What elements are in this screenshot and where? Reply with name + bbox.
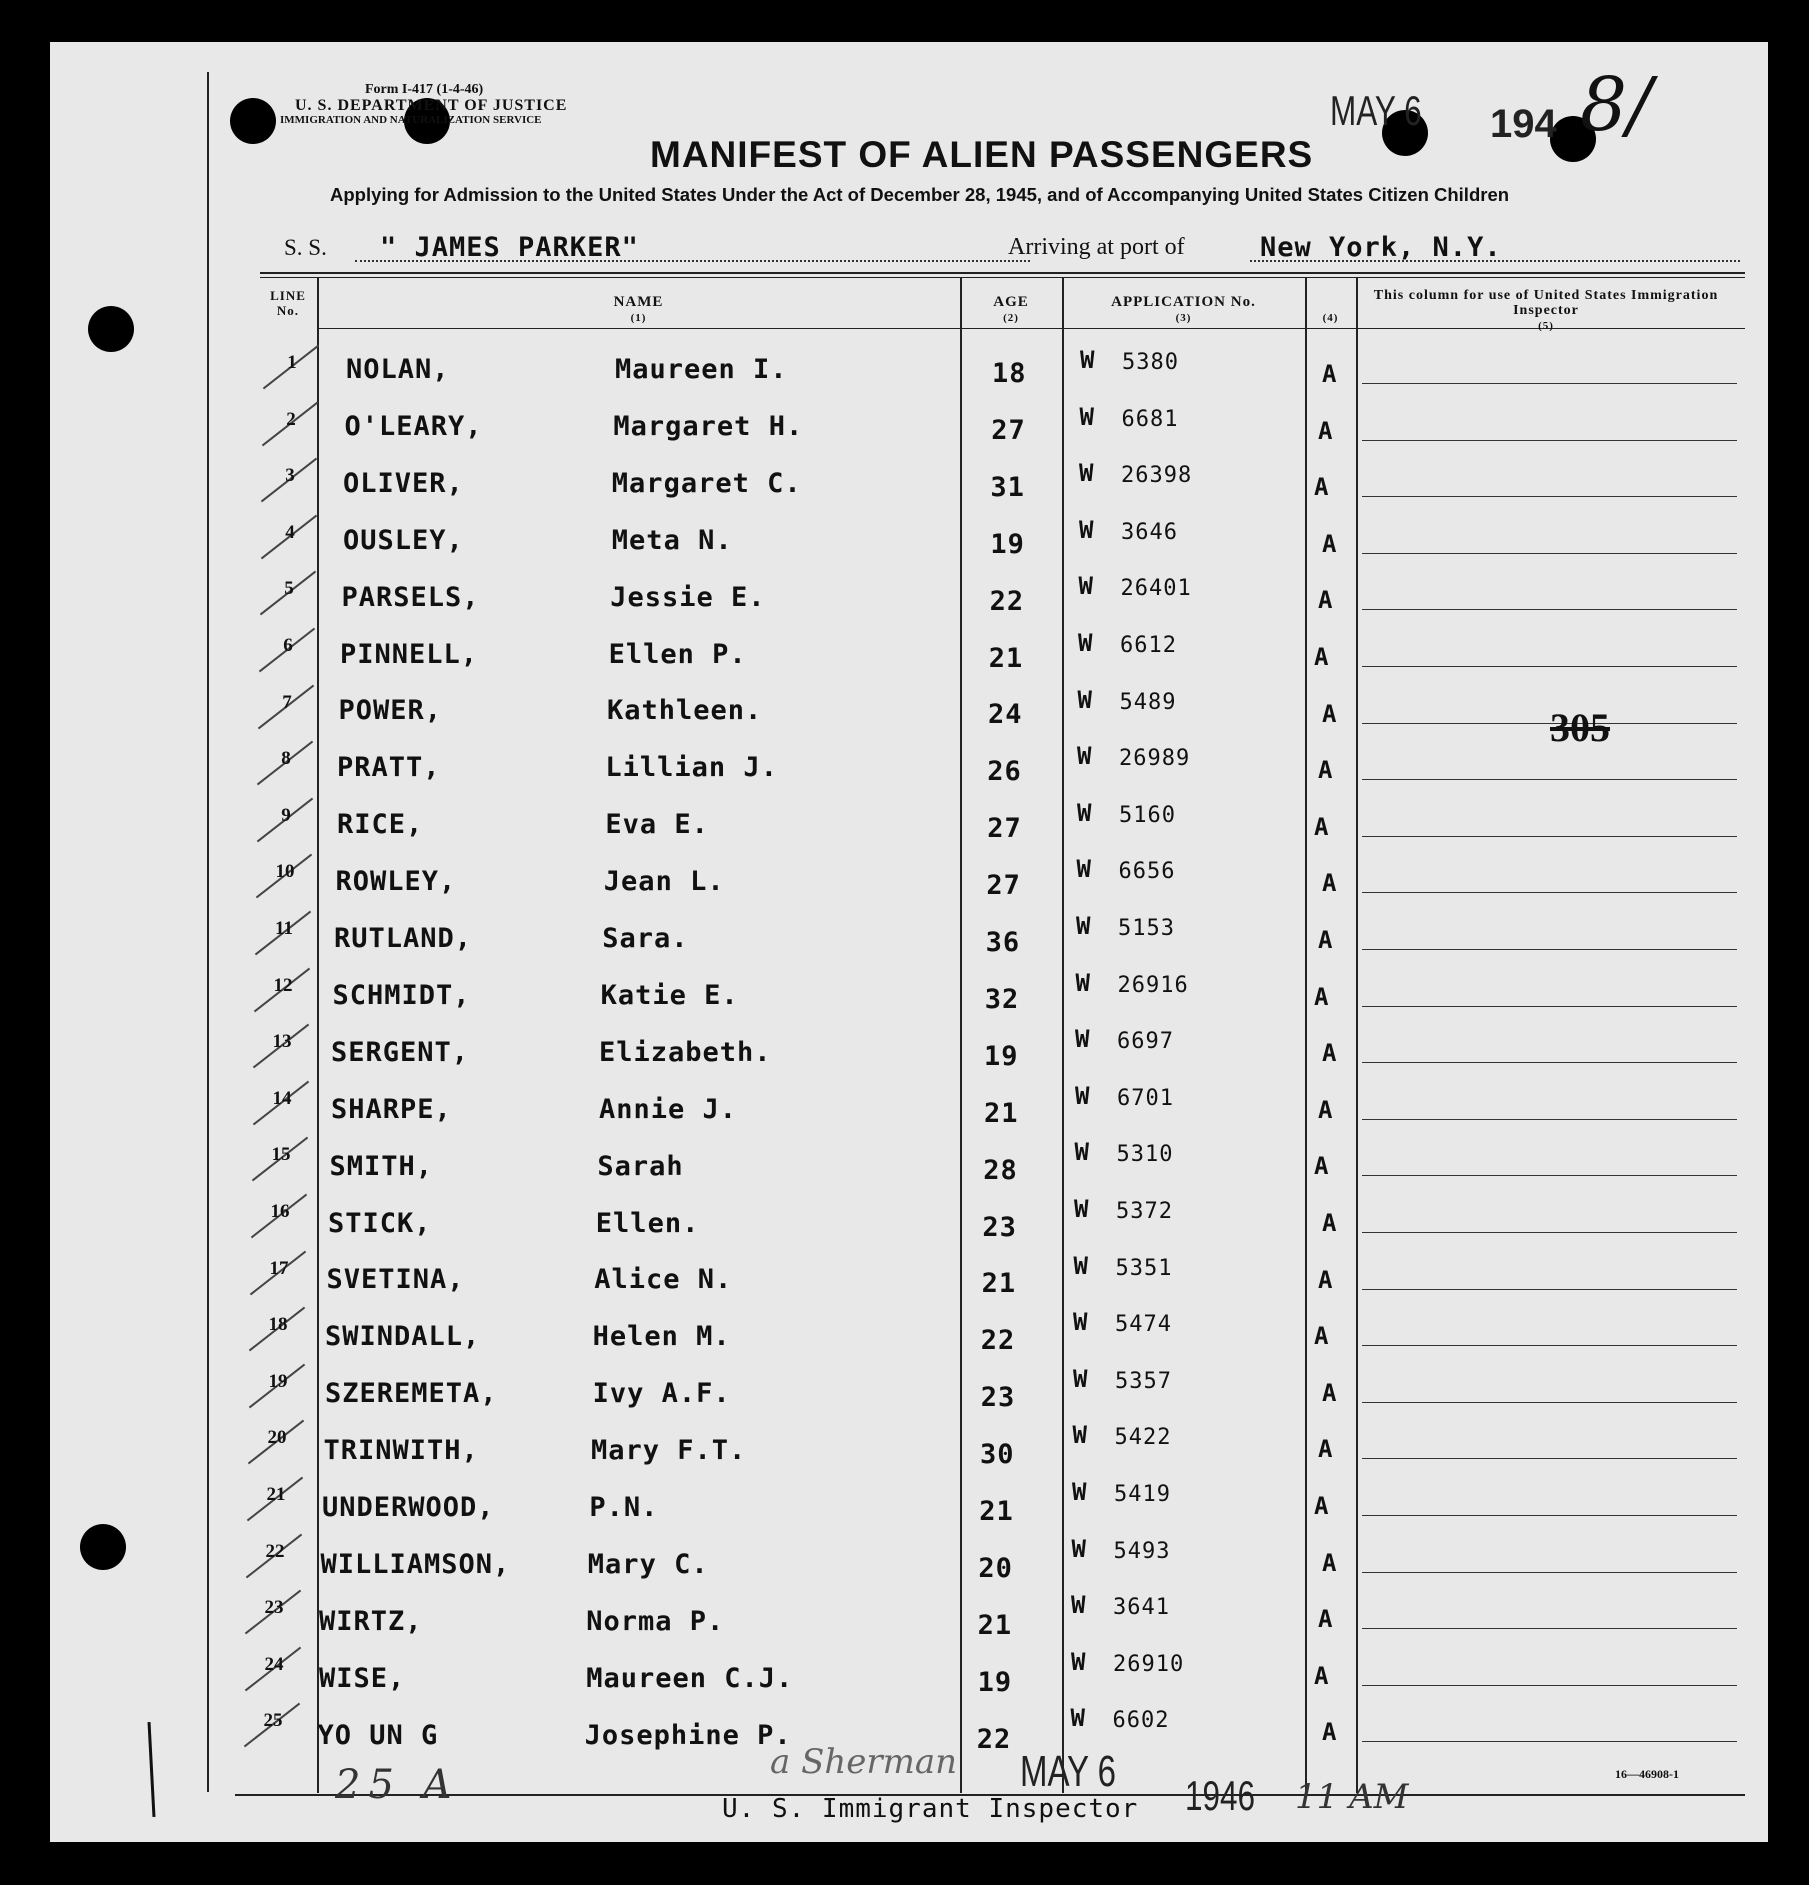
application-prefix: W xyxy=(1074,1195,1090,1223)
line-number: 5 xyxy=(284,578,294,600)
given-name: Jessie E. xyxy=(610,581,766,613)
age: 30 xyxy=(980,1439,1015,1471)
given-name: Maureen I. xyxy=(615,354,788,385)
footer-time: 11 AM xyxy=(1295,1777,1409,1817)
line-number: 13 xyxy=(272,1031,292,1053)
application-prefix: W xyxy=(1079,402,1095,431)
table-row xyxy=(50,1640,1768,1696)
surname: PINNELL, xyxy=(340,638,479,670)
given-name: Sarah xyxy=(597,1150,684,1182)
line-number: 6 xyxy=(283,635,293,656)
port-name: New York, N.Y. xyxy=(1260,232,1502,263)
status-mark: A xyxy=(1318,1605,1334,1634)
table-row xyxy=(50,1470,1768,1526)
surname: O'LEARY, xyxy=(344,410,483,442)
col-header-inspector: This column for use of United States Immigration Inspector xyxy=(1373,288,1719,318)
inspector-entry-line xyxy=(1362,440,1737,441)
surname: ROWLEY, xyxy=(335,866,457,898)
table-row xyxy=(50,904,1768,960)
line-number: 18 xyxy=(268,1314,288,1336)
status-mark: A xyxy=(1318,1265,1334,1294)
application-number: 5489 xyxy=(1119,689,1177,715)
footer-stamp-date: MAY 6 xyxy=(1020,1747,1116,1796)
application-prefix: W xyxy=(1078,572,1094,601)
footer-stamp-year: 1946 xyxy=(1185,1772,1256,1819)
given-name: Elizabeth. xyxy=(599,1036,772,1068)
line-number: 7 xyxy=(282,691,292,713)
given-name: Margaret C. xyxy=(611,467,802,499)
table-row xyxy=(50,1357,1768,1413)
application-number: 5160 xyxy=(1119,802,1176,828)
age: 24 xyxy=(988,699,1023,731)
age: 22 xyxy=(976,1723,1012,1755)
application-prefix: W xyxy=(1079,515,1095,544)
form-number: Form I-417 (1-4-46) xyxy=(365,82,484,97)
given-name: Ellen. xyxy=(595,1207,700,1239)
age: 26 xyxy=(987,756,1022,788)
status-mark: A xyxy=(1314,1492,1330,1520)
table-row xyxy=(50,338,1768,394)
application-number: 6602 xyxy=(1112,1708,1170,1734)
age: 21 xyxy=(984,1097,1019,1129)
status-mark: A xyxy=(1314,1661,1330,1690)
given-name: Maureen C.J. xyxy=(586,1662,794,1694)
department-name: U. S. DEPARTMENT OF JUSTICE xyxy=(295,97,568,114)
line-number: 10 xyxy=(275,861,295,883)
manifest-sheet xyxy=(50,42,1768,1842)
given-name: Katie E. xyxy=(600,979,739,1011)
surname: SZEREMETA, xyxy=(325,1378,498,1410)
inspector-entry-line xyxy=(1362,553,1737,554)
col-header-name-num: (1) xyxy=(630,312,647,324)
application-number: 26910 xyxy=(1113,1651,1185,1677)
application-number: 5310 xyxy=(1116,1142,1174,1168)
age: 20 xyxy=(978,1552,1013,1584)
status-mark: A xyxy=(1318,1435,1334,1464)
line-number: 9 xyxy=(281,804,291,826)
application-prefix: W xyxy=(1077,742,1093,771)
col-header-application-num: (3) xyxy=(1175,312,1192,324)
application-prefix: W xyxy=(1073,1251,1089,1280)
surname: STICK, xyxy=(328,1207,432,1239)
age: 21 xyxy=(981,1268,1017,1300)
table-row xyxy=(50,847,1768,903)
footer-count-note: 25 A xyxy=(335,1762,460,1808)
surname: OUSLEY, xyxy=(343,524,464,556)
inspector-entry-line xyxy=(1362,1175,1737,1176)
table-row xyxy=(50,1527,1768,1583)
status-mark: A xyxy=(1318,926,1334,954)
inspector-entry-line xyxy=(1362,1685,1737,1686)
age: 32 xyxy=(984,983,1020,1015)
inspector-entry-line xyxy=(1362,1006,1737,1007)
application-number: 5493 xyxy=(1113,1538,1171,1564)
age: 31 xyxy=(990,471,1025,503)
annotation-305: 305 xyxy=(1550,705,1610,750)
inspector-entry-line xyxy=(1362,949,1737,950)
inspector-entry-line xyxy=(1362,496,1737,497)
inspector-entry-line xyxy=(1362,1741,1737,1742)
given-name: P.N. xyxy=(589,1492,659,1523)
table-top-rule xyxy=(260,272,1745,274)
document-title: MANIFEST OF ALIEN PASSENGERS xyxy=(650,134,1314,175)
inspector-entry-line xyxy=(1362,892,1737,893)
given-name: Josephine P. xyxy=(584,1719,792,1751)
status-mark: A xyxy=(1322,1039,1338,1068)
inspector-entry-line xyxy=(1362,1628,1737,1629)
table-row xyxy=(50,1413,1768,1469)
status-mark: A xyxy=(1322,1718,1338,1747)
application-number: 5380 xyxy=(1122,350,1179,375)
application-prefix: W xyxy=(1072,1421,1088,1450)
application-prefix: W xyxy=(1077,685,1093,714)
col-header-age-num: (2) xyxy=(1003,312,1019,324)
application-prefix: W xyxy=(1073,1364,1089,1393)
age: 27 xyxy=(991,414,1026,446)
table-row xyxy=(50,1187,1768,1243)
inspector-entry-line xyxy=(1362,1458,1737,1459)
application-number: 5351 xyxy=(1115,1255,1173,1281)
age: 22 xyxy=(980,1325,1016,1357)
age: 27 xyxy=(986,870,1021,902)
inspector-signature: a Sherman xyxy=(770,1742,958,1782)
punch-hole xyxy=(230,98,276,144)
status-mark: A xyxy=(1314,1322,1330,1351)
application-prefix: W xyxy=(1079,459,1095,488)
age: 23 xyxy=(980,1382,1016,1414)
stamp-top-date: MAY 6 xyxy=(1330,87,1422,134)
surname: RUTLAND, xyxy=(334,923,473,954)
application-number: 6697 xyxy=(1117,1029,1174,1055)
status-mark: A xyxy=(1322,1378,1338,1407)
line-number: 19 xyxy=(268,1370,288,1392)
application-prefix: W xyxy=(1075,1081,1091,1110)
col-header-application: APPLICATION No. xyxy=(1111,294,1256,310)
given-name: Ivy A.F. xyxy=(592,1378,731,1410)
application-prefix: W xyxy=(1076,912,1092,940)
surname: SMITH, xyxy=(329,1150,434,1182)
table-row xyxy=(50,395,1768,451)
form-footer-code: 16—46908-1 xyxy=(1615,1767,1679,1781)
status-mark: A xyxy=(1314,1152,1330,1181)
surname: SERGENT, xyxy=(331,1036,470,1068)
table-row xyxy=(50,678,1768,734)
application-prefix: W xyxy=(1077,798,1093,827)
application-prefix: W xyxy=(1072,1478,1088,1506)
surname: TRINWITH, xyxy=(323,1435,479,1467)
col-header-line-no: LINE No. xyxy=(270,288,306,318)
table-row xyxy=(50,564,1768,620)
age: 21 xyxy=(988,642,1024,674)
status-mark: A xyxy=(1322,1209,1338,1237)
application-number: 5419 xyxy=(1114,1482,1171,1507)
given-name: Meta N. xyxy=(611,524,733,556)
application-prefix: W xyxy=(1075,968,1091,997)
age: 19 xyxy=(984,1040,1019,1072)
status-mark: A xyxy=(1322,529,1338,558)
status-mark: A xyxy=(1318,416,1334,445)
status-mark: A xyxy=(1322,869,1338,898)
line-number: 16 xyxy=(270,1201,290,1222)
table-row xyxy=(50,1244,1768,1300)
age: 21 xyxy=(979,1496,1014,1527)
inspector-label: U. S. Immigrant Inspector xyxy=(722,1794,1139,1824)
status-mark: A xyxy=(1314,473,1330,502)
surname: PARSELS, xyxy=(341,581,480,613)
given-name: Mary C. xyxy=(587,1548,709,1580)
inspector-entry-line xyxy=(1362,1232,1737,1233)
surname: OLIVER, xyxy=(343,467,464,499)
inspector-entry-line xyxy=(1362,666,1737,667)
inspector-entry-line xyxy=(1362,1119,1737,1120)
given-name: Eva E. xyxy=(605,809,709,841)
surname: UNDERWOOD, xyxy=(322,1492,495,1523)
surname: PRATT, xyxy=(337,752,441,784)
status-mark: A xyxy=(1314,643,1330,671)
age: 19 xyxy=(990,528,1025,560)
surname: SWINDALL, xyxy=(325,1321,481,1353)
col-header-inspector-num: (5) xyxy=(1538,320,1554,332)
application-number: 26916 xyxy=(1117,972,1189,998)
stamp-top-year: 194 xyxy=(1490,102,1557,146)
line-number: 21 xyxy=(266,1484,286,1505)
port-name-line xyxy=(1250,260,1740,262)
given-name: Margaret H. xyxy=(613,410,804,442)
table-row xyxy=(50,961,1768,1017)
given-name: Annie J. xyxy=(599,1093,738,1125)
application-number: 6612 xyxy=(1120,633,1177,658)
line-number: 11 xyxy=(275,918,293,939)
ship-name: " JAMES PARKER" xyxy=(380,232,639,263)
surname: RICE, xyxy=(337,809,424,841)
application-number: 5474 xyxy=(1115,1312,1172,1338)
application-number: 5372 xyxy=(1116,1199,1173,1224)
given-name: Lillian J. xyxy=(605,752,778,784)
application-prefix: W xyxy=(1071,1647,1087,1676)
application-prefix: W xyxy=(1075,1025,1091,1054)
given-name: Jean L. xyxy=(603,866,725,898)
application-prefix: W xyxy=(1080,346,1096,374)
age: 18 xyxy=(992,358,1027,389)
inspector-entry-line xyxy=(1362,383,1737,384)
status-mark: A xyxy=(1318,586,1334,615)
age: 22 xyxy=(989,585,1025,617)
application-number: 26401 xyxy=(1120,576,1192,602)
application-number: 6681 xyxy=(1121,406,1179,432)
surname: WILLIAMSON, xyxy=(320,1548,511,1580)
application-number: 3641 xyxy=(1113,1595,1170,1621)
application-number: 5153 xyxy=(1118,916,1175,941)
given-name: Sara. xyxy=(602,923,689,954)
age: 19 xyxy=(977,1666,1013,1698)
line-number: 8 xyxy=(281,748,291,770)
age: 27 xyxy=(987,813,1022,845)
age: 36 xyxy=(985,927,1021,958)
application-prefix: W xyxy=(1071,1534,1087,1563)
given-name: Ellen P. xyxy=(608,638,747,670)
surname: WIRTZ, xyxy=(319,1605,423,1637)
status-mark: A xyxy=(1322,1548,1338,1577)
line-number: 14 xyxy=(272,1087,292,1109)
line-number: 22 xyxy=(265,1540,285,1562)
col-header-col4-num: (4) xyxy=(1322,312,1339,324)
inspector-entry-line xyxy=(1362,1515,1737,1516)
application-prefix: W xyxy=(1070,1704,1086,1733)
surname: WISE, xyxy=(319,1662,406,1694)
surname: NOLAN, xyxy=(346,354,450,385)
given-name: Kathleen. xyxy=(607,695,763,727)
application-number: 3646 xyxy=(1121,519,1178,545)
table-row xyxy=(50,1130,1768,1186)
application-number: 6701 xyxy=(1117,1085,1174,1111)
surname: YO UN G xyxy=(317,1719,439,1751)
application-prefix: W xyxy=(1074,1138,1090,1167)
application-prefix: W xyxy=(1078,629,1094,657)
status-mark: A xyxy=(1322,699,1338,728)
line-number: 15 xyxy=(271,1144,291,1166)
col-header-name: NAME xyxy=(613,294,664,310)
status-mark: A xyxy=(1322,360,1338,388)
application-number: 5357 xyxy=(1115,1368,1172,1394)
ship-name-line xyxy=(355,260,1030,262)
inspector-entry-line xyxy=(1362,1062,1737,1063)
given-name: Mary F.T. xyxy=(591,1435,747,1467)
age: 28 xyxy=(983,1154,1018,1186)
inspector-entry-line xyxy=(1362,1289,1737,1290)
table-row xyxy=(50,451,1768,507)
table-row xyxy=(50,1300,1768,1356)
line-number: 1 xyxy=(287,352,297,373)
port-label: Arriving at port of xyxy=(1008,234,1185,260)
application-number: 26398 xyxy=(1121,463,1193,489)
inspector-entry-line xyxy=(1362,836,1737,837)
given-name: Alice N. xyxy=(594,1264,733,1296)
inspector-entry-line xyxy=(1362,1345,1737,1346)
table-row xyxy=(50,508,1768,564)
inspector-entry-line xyxy=(1362,1402,1737,1403)
given-name: Helen M. xyxy=(592,1321,731,1353)
age: 21 xyxy=(977,1609,1013,1641)
given-name: Norma P. xyxy=(586,1605,725,1637)
application-number: 6656 xyxy=(1118,859,1176,885)
line-number: 25 xyxy=(263,1710,283,1732)
line-number: 17 xyxy=(269,1257,289,1279)
line-number: 24 xyxy=(264,1653,284,1675)
status-mark: A xyxy=(1318,756,1334,785)
age: 23 xyxy=(982,1211,1017,1243)
table-row xyxy=(50,1017,1768,1073)
line-number: 20 xyxy=(267,1427,287,1449)
status-mark: A xyxy=(1318,1095,1334,1124)
status-mark: A xyxy=(1314,982,1330,1011)
surname: POWER, xyxy=(338,695,443,727)
table-row xyxy=(50,621,1768,677)
col-header-age: AGE xyxy=(993,294,1029,310)
status-mark: A xyxy=(1314,812,1330,841)
service-name: IMMIGRATION AND NATURALIZATION SERVICE xyxy=(280,114,542,126)
table-row xyxy=(50,734,1768,790)
inspector-entry-line xyxy=(1362,1572,1737,1573)
application-prefix: W xyxy=(1076,855,1092,884)
document-subtitle: Applying for Admission to the United States Under the Act of December 28, 1945, and of Accompanying United States Citizen Children xyxy=(330,184,1510,205)
table-row xyxy=(50,1583,1768,1639)
line-number: 3 xyxy=(285,465,295,487)
application-number: 26989 xyxy=(1119,746,1191,772)
table-row xyxy=(50,791,1768,847)
table-top-rule-inner xyxy=(260,277,1745,278)
line-number: 23 xyxy=(264,1597,284,1619)
surname: SCHMIDT, xyxy=(332,979,471,1011)
line-number: 4 xyxy=(285,521,295,543)
surname: SHARPE, xyxy=(331,1093,452,1125)
application-number: 5422 xyxy=(1114,1425,1172,1451)
table-row xyxy=(50,1074,1768,1130)
line-number: 2 xyxy=(286,408,296,430)
line-number: 12 xyxy=(273,974,293,996)
inspector-entry-line xyxy=(1362,609,1737,610)
application-prefix: W xyxy=(1071,1591,1087,1620)
surname: SVETINA, xyxy=(326,1264,465,1296)
application-prefix: W xyxy=(1073,1308,1089,1337)
inspector-entry-line xyxy=(1362,779,1737,780)
ship-label: S. S. xyxy=(284,235,327,260)
handwritten-top-mark: 8/ xyxy=(1580,62,1653,148)
